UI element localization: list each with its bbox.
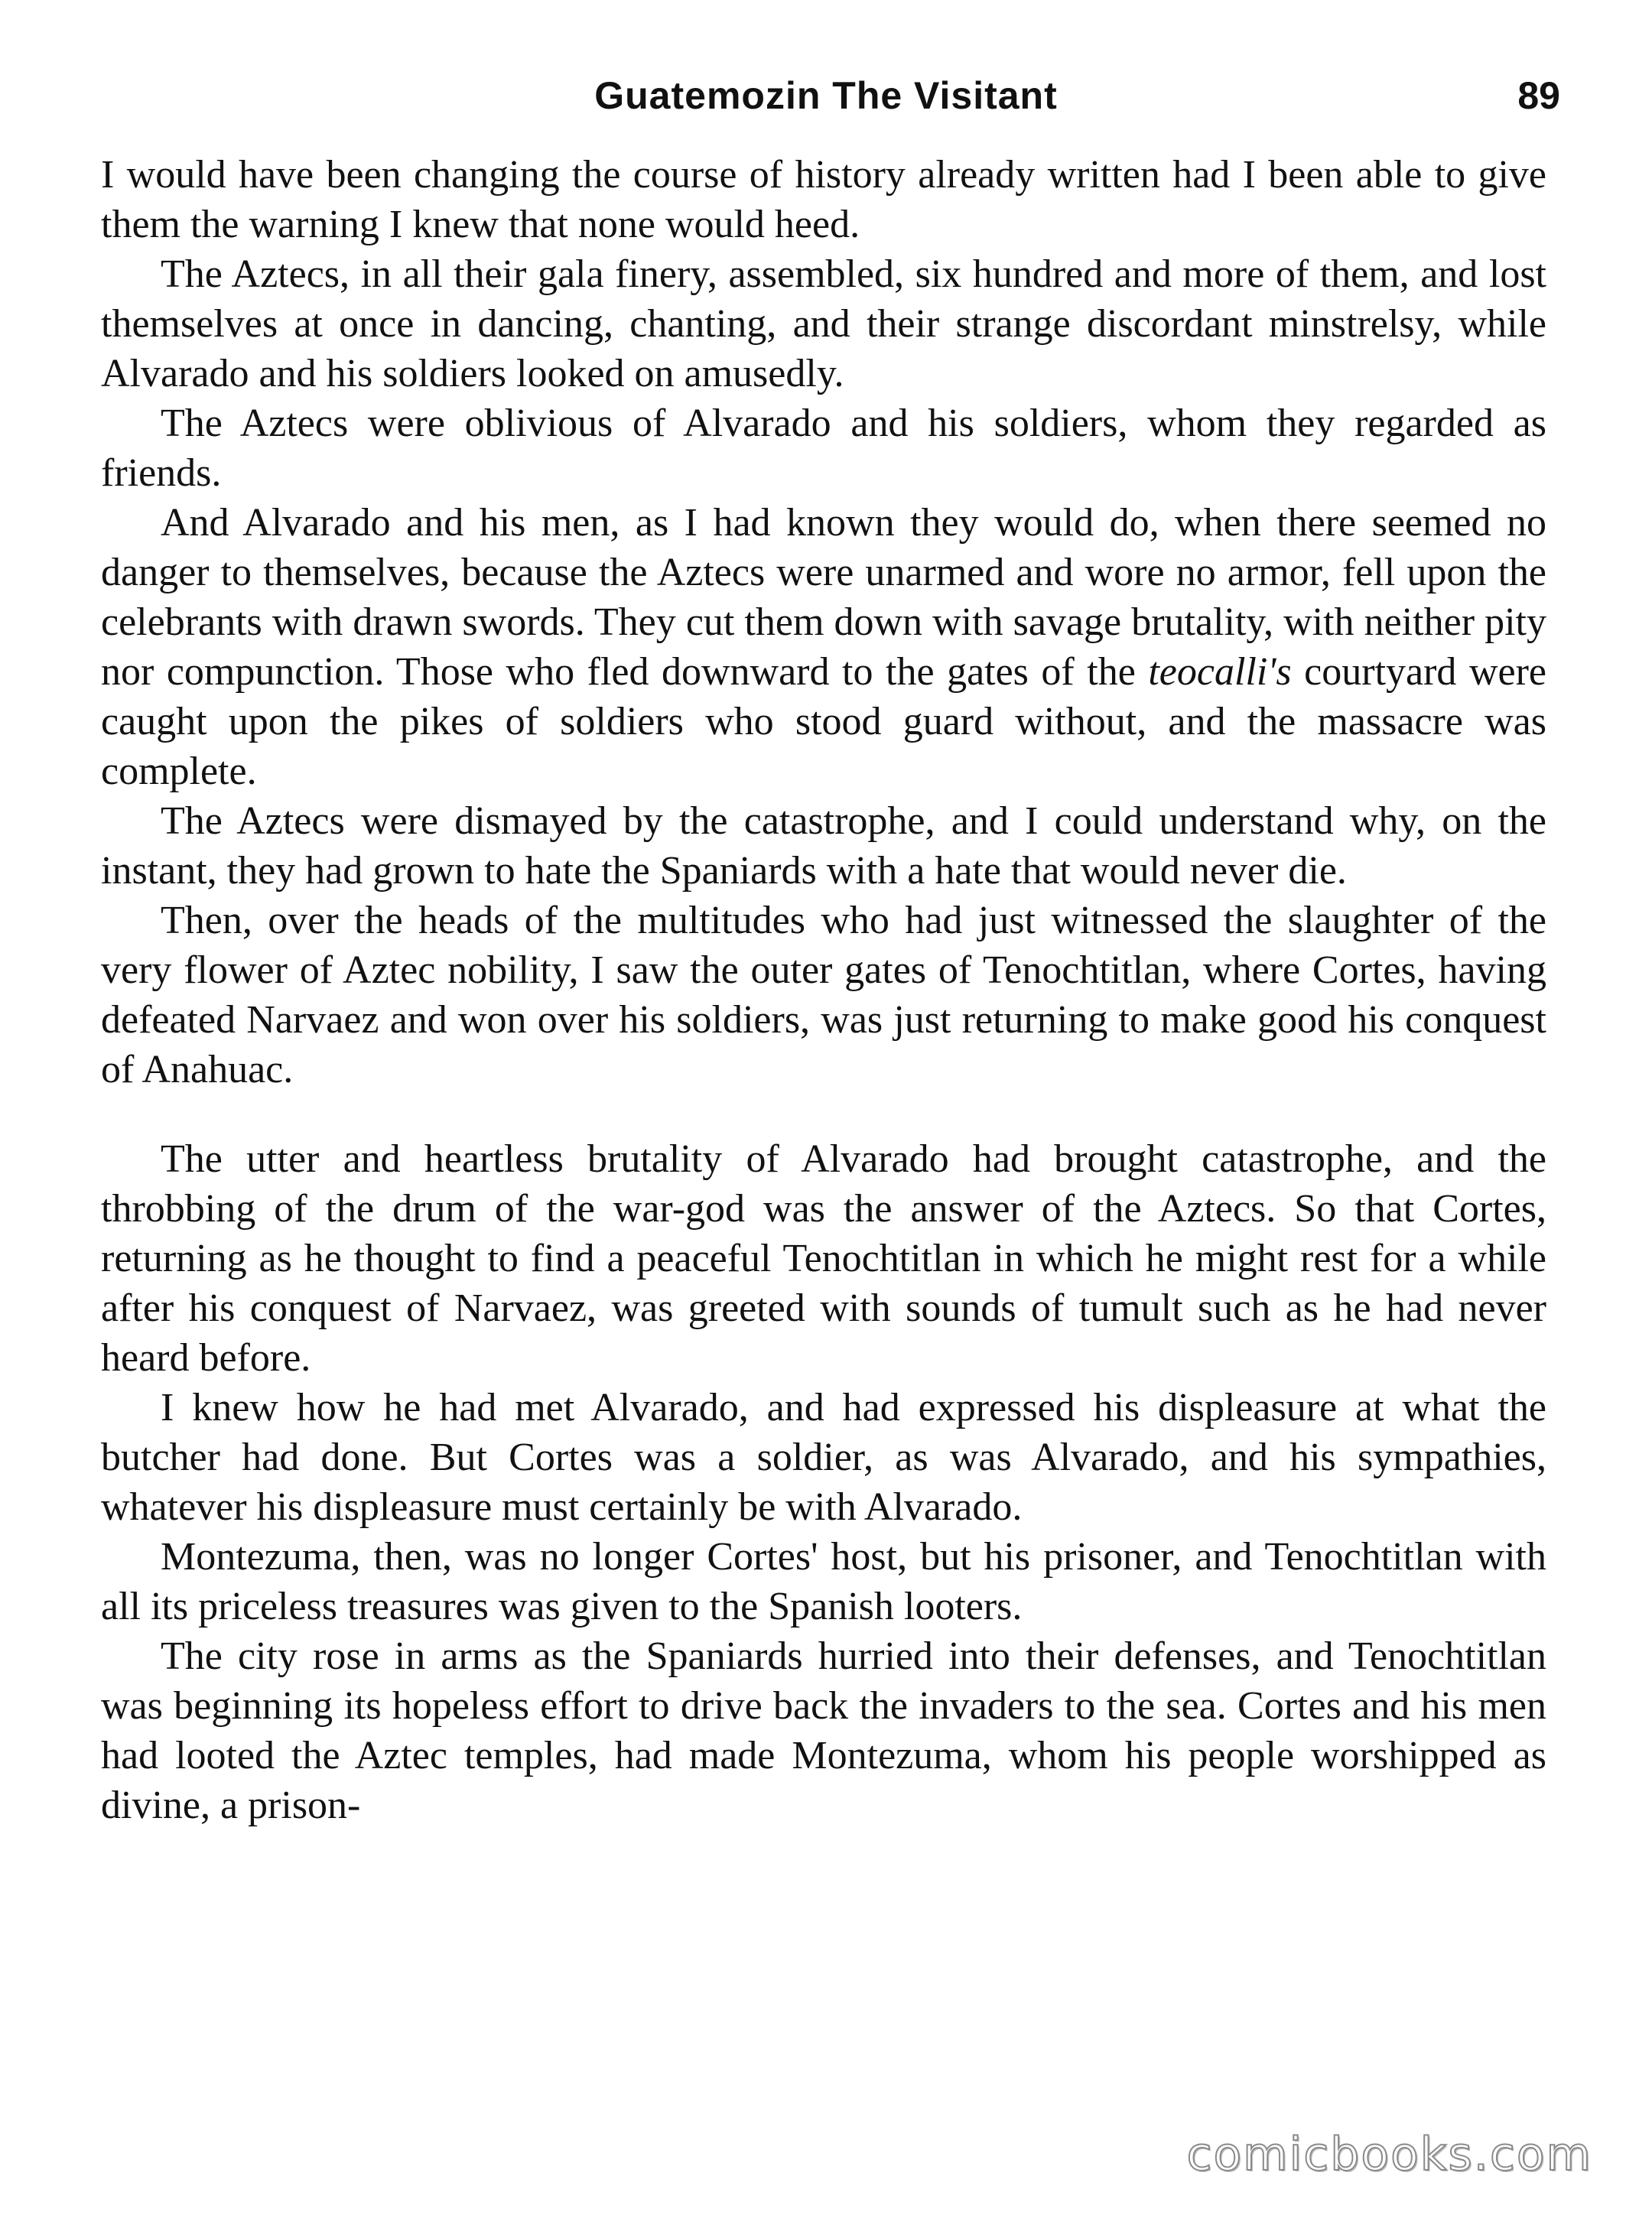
paragraph-8: I knew how he had met Alvarado, and had expressed his displeasure at what the butcher had done. But Cortes was a soldier, as was Alvarado, and his sympathies, whatever his displeasure must certainly be with Alvarado. [101,1386,1546,1529]
paragraph-3: The Aztecs were oblivious of Alvarado and his soldiers, whom they regarded as friends. [101,402,1546,495]
watermark-logo: comicbooks.com [1186,2128,1592,2181]
paragraph-5: The Aztecs were dismayed by the catastrophe, and I could understand why, on the instant, they had grown to hate the Spaniards with a hate that would never die. [101,799,1546,893]
body-text [101,150,1546,1830]
page-header [99,73,1560,127]
paragraph-4-text-after: courtyard were caught upon the pikes of soldiers who stood guard without, and the massacre was complete. [101,650,1546,793]
paragraph-7: The utter and heartless brutality of Alvarado had brought catastrophe, and the throbbing of the drum of the war-god was the answer of the Aztecs. So that Cortes, returning as he thought to find a peaceful Tenochtitlan in which he might rest for a while after his conquest of Narvaez, was greeted with sounds of tumult such as he had never heard before. [101,1137,1546,1380]
running-title: Guatemozin The Visitant [594,74,1058,117]
teocalli-italic-word: teocalli's [1148,650,1292,694]
paragraph-4-text-before: And Alvarado and his men, as I had known they would do, when there seemed no danger to themselves, because the Aztecs were unarmed and wore no armor, fell upon the celebrants with drawn swords. They cut them down with savage brutality, with neither pity nor compunction. Those who fled downward to the gates of the [101,501,1546,694]
paragraph-6: Then, over the heads of the multitudes who had just witnessed the slaughter of the very flower of Aztec nobility, I saw the outer gates of Tenochtitlan, where Cortes, having defeated Narvaez and won over his soldiers, was just returning to make good his conquest of Anahuac. [101,899,1546,1091]
paragraph-10: The city rose in arms as the Spaniards hurried into their defenses, and Tenochtitlan was beginning its hopeless effort to drive back the invaders to the sea. Cortes and his men had looted the Aztec temples, had made Montezuma, whom his people worshipped as divine, a prison- [101,1634,1546,1827]
paragraph-1: I would have been changing the course of history already written had I been able to give them the warning I knew that none would heed. [101,153,1546,246]
paragraph-9: Montezuma, then, was no longer Cortes' host, but his prisoner, and Tenochtitlan with all its priceless treasures was given to the Spanish looters. [101,1535,1546,1628]
paragraph-2: The Aztecs, in all their gala finery, assembled, six hundred and more of them, and lost themselves at once in dancing, chanting, and their strange discordant minstrelsy, while Alvarado and his soldiers looked on amusedly. [101,252,1546,395]
page-number: 89 [1517,74,1560,117]
paragraph-4 [101,498,1546,796]
